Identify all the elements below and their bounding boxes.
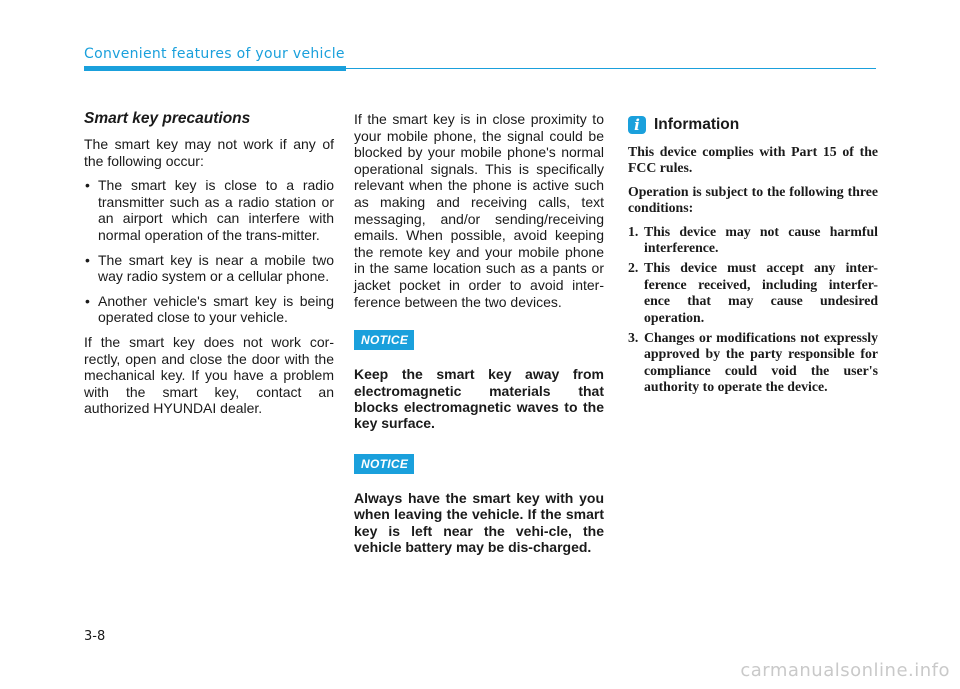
- list-item-text: The smart key is near a mobile two way radio system or a cellular phone.: [98, 251, 334, 285]
- list-item: [84, 293, 334, 326]
- notice-block: [354, 454, 604, 556]
- fcc-condition-list: [628, 224, 878, 396]
- notice-badge: NOTICE: [354, 330, 414, 350]
- notice-badge: NOTICE: [354, 454, 414, 474]
- list-item-number: 2.: [628, 260, 639, 276]
- list-item-text: The smart key is close to a radio transmitter such as a radio station or an airport which can interfere with normal operation of the trans-mitter.: [98, 177, 334, 243]
- proximity-paragraph: If the smart key is in close proximity to your mobile phone, the signal could be blocked by your mobile phone's normal operational signals. This is specifically relevant when the phone is active such as making and receiving calls, text messaging, and/or sending/receiving emails. When possible, avoid keeping the remote key and your mobile phone in the same location such as a pants or jacket pocket in order to avoid inter-ference between the two devices.: [354, 111, 604, 310]
- bullet-icon: •: [85, 292, 90, 309]
- column-smart-key-precautions: [84, 110, 334, 425]
- notice-text: Keep the smart key away from electromagnetic materials that blocks electromagnetic waves to the key surface.: [354, 366, 604, 432]
- list-item: [628, 260, 878, 326]
- information-title: Information: [654, 116, 740, 133]
- list-item: [84, 252, 334, 285]
- information-header: [628, 116, 878, 134]
- list-item-number: 1.: [628, 223, 639, 239]
- bullet-icon: •: [85, 177, 90, 194]
- watermark: carmanualsonline.info: [740, 660, 950, 681]
- intro-paragraph: The smart key may not work if any of the following occur:: [84, 136, 334, 169]
- notice-text: Always have the smart key with you when leaving the vehicle. If the smart key is left near the vehi-cle, the vehicle battery may be dis-charged.: [354, 489, 604, 555]
- column-proximity-notices: [354, 111, 604, 555]
- list-item-text: This device must accept any inter-ference received, including interfer-ence that may cause undesired operation.: [644, 260, 878, 325]
- section-heading: Smart key precautions: [84, 110, 251, 127]
- section-header-title: Convenient features of your vehicle: [84, 46, 345, 62]
- info-icon: i: [628, 116, 646, 134]
- page-number: 3-8: [84, 629, 106, 644]
- list-item-text: This device may not cause harmful interference.: [644, 223, 878, 256]
- list-item-number: 3.: [628, 330, 639, 346]
- list-item: [628, 224, 878, 257]
- list-item: [84, 177, 334, 243]
- header-rule-thin: [346, 68, 876, 69]
- notice-block: [354, 330, 604, 432]
- header-rule-thick: [84, 66, 346, 71]
- list-item-text: Another vehicle's smart key is being operated close to your vehicle.: [98, 292, 334, 326]
- outro-paragraph: If the smart key does not work cor-rectly, open and close the door with the mechanical key. If you have a problem with the smart key, contact an authorized HYUNDAI dealer.: [84, 333, 334, 417]
- fcc-conditions-intro: Operation is subject to the following three conditions:: [628, 183, 878, 216]
- fcc-compliance-text: This device complies with Part 15 of the FCC rules.: [628, 144, 878, 176]
- condition-list: [84, 177, 334, 326]
- list-item-text: Changes or modifications not expressly approved by the party responsible for compliance could void the user's authority to operate the device.: [644, 330, 878, 395]
- list-item: [628, 330, 878, 396]
- column-fcc-information: [628, 116, 878, 400]
- bullet-icon: •: [85, 251, 90, 268]
